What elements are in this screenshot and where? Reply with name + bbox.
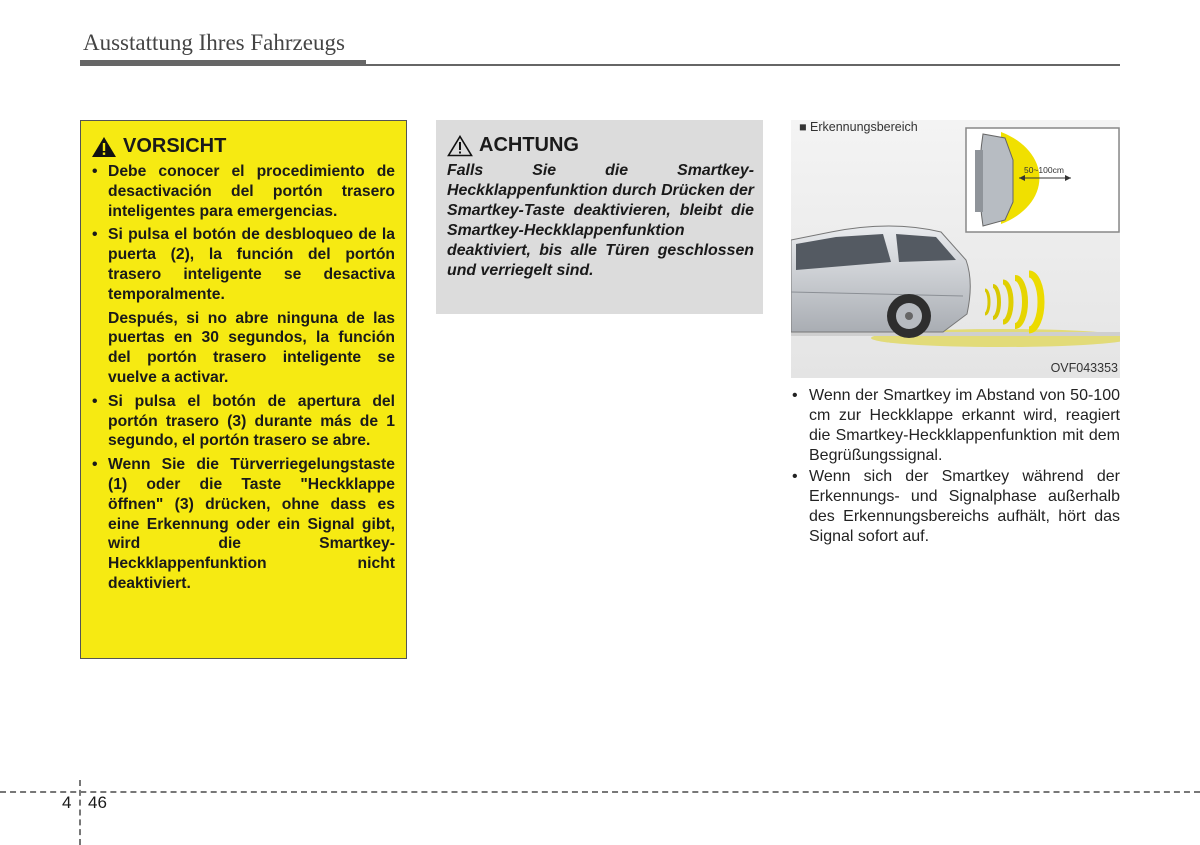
vorsicht-list — [91, 162, 395, 594]
vorsicht-paragraph: Si pulsa el botón de desbloqueo de la puerta (2), la función del portón trasero inteligente se desactiva temporalmente. — [108, 226, 395, 303]
vorsicht-item: • Wenn Sie die Türverriegelungstaste (1) oder die Taste "Heckklappe öffnen" (3) drücken, ohne dass es eine Erkennung oder ein Signal gibt, wird die Smartkey-Heckklappenfunktion nicht deaktiviert. — [92, 456, 395, 592]
vorsicht-item: • Si pulsa el botón de desbloqueo de la puerta (2), la función del portón trasero inteligente se desactiva temporalmente. Después, si no abre ninguna de las puertas en 30 segundos, la función del portón trasero inteligente se vuelve a activar. — [92, 226, 395, 386]
body-list — [791, 386, 1120, 548]
vorsicht-paragraph: Después, si no abre ninguna de las puertas en 30 segundos, la función del portón trasero inteligente se vuelve a activar. — [108, 309, 395, 386]
vorsicht-item: • Si pulsa el botón de apertura del portón trasero (3) durante más de 1 segundo, el portón trasero se abre. — [92, 392, 395, 450]
vorsicht-paragraph: Debe conocer el procedimiento de desactivación del portón trasero inteligentes para emergencias. — [108, 163, 395, 220]
vorsicht-box — [80, 120, 407, 659]
vorsicht-item: • Debe conocer el procedimiento de desactivación del portón trasero inteligentes para emergencias. — [92, 163, 395, 220]
header-rule-thick — [80, 60, 366, 66]
vorsicht-paragraph: Wenn Sie die Türverriegelungstaste (1) oder die Taste "Heckklappe öffnen" (3) drücken, ohne dass es eine Erkennung oder ein Signal gibt, wird die Smartkey-Heckklappenfunktion nicht deaktiviert. — [108, 456, 395, 592]
figure-caption: ■ Erkennungsbereich — [799, 120, 918, 134]
achtung-title: ACHTUNG — [479, 134, 579, 156]
warning-triangle-icon — [91, 136, 117, 158]
achtung-heading — [447, 134, 754, 157]
range-label: 50~100cm — [1024, 165, 1064, 175]
page-number: 46 — [88, 793, 107, 812]
header-rule-thin — [366, 64, 1120, 66]
footer-dashed-divider — [79, 780, 81, 845]
warning-triangle-outline-icon — [447, 135, 473, 157]
detection-range-figure — [791, 120, 1120, 378]
achtung-box — [436, 120, 763, 314]
body-item-text: Wenn der Smartkey im Abstand von 50-100 cm zur Heckklappe erkannt wird, reagiert die Smartkey-Heckklappenfunktion mit dem Begrüßungssignal. — [809, 387, 1120, 464]
section-title: Ausstattung Ihres Fahrzeugs — [83, 30, 345, 55]
body-item: • Wenn der Smartkey im Abstand von 50-100 cm zur Heckklappe erkannt wird, reagiert die Smartkey-Heckklappenfunktion mit dem Begrüßungssignal. — [792, 387, 1120, 464]
body-item-text: Wenn sich der Smartkey während der Erkennungs- und Signalphase außerhalb des Erkennungsbereichs aufhält, hört das Signal sofort auf. — [809, 468, 1120, 545]
chapter-number: 4 — [62, 793, 72, 812]
car-illustration — [791, 120, 1120, 378]
body-item: • Wenn sich der Smartkey während der Erkennungs- und Signalphase außerhalb des Erkennungsbereichs aufhält, hört das Signal sofort auf. — [792, 468, 1120, 545]
vorsicht-paragraph: Si pulsa el botón de apertura del portón trasero (3) durante más de 1 segundo, el portón trasero se abre. — [108, 392, 395, 450]
figure-code: OVF043353 — [1050, 361, 1118, 375]
vorsicht-heading — [91, 135, 395, 158]
achtung-text: Falls Sie die Smartkey-Heckklappenfunktion durch Drücken der Smartkey-Taste deaktivieren, bleibt die Smartkey-Heckklappenfunktion deaktiviert, bis alle Türen geschlossen und verriegelt sind. — [447, 162, 754, 279]
footer-dashed-line — [0, 791, 1200, 793]
vorsicht-title: VORSICHT — [123, 135, 227, 157]
